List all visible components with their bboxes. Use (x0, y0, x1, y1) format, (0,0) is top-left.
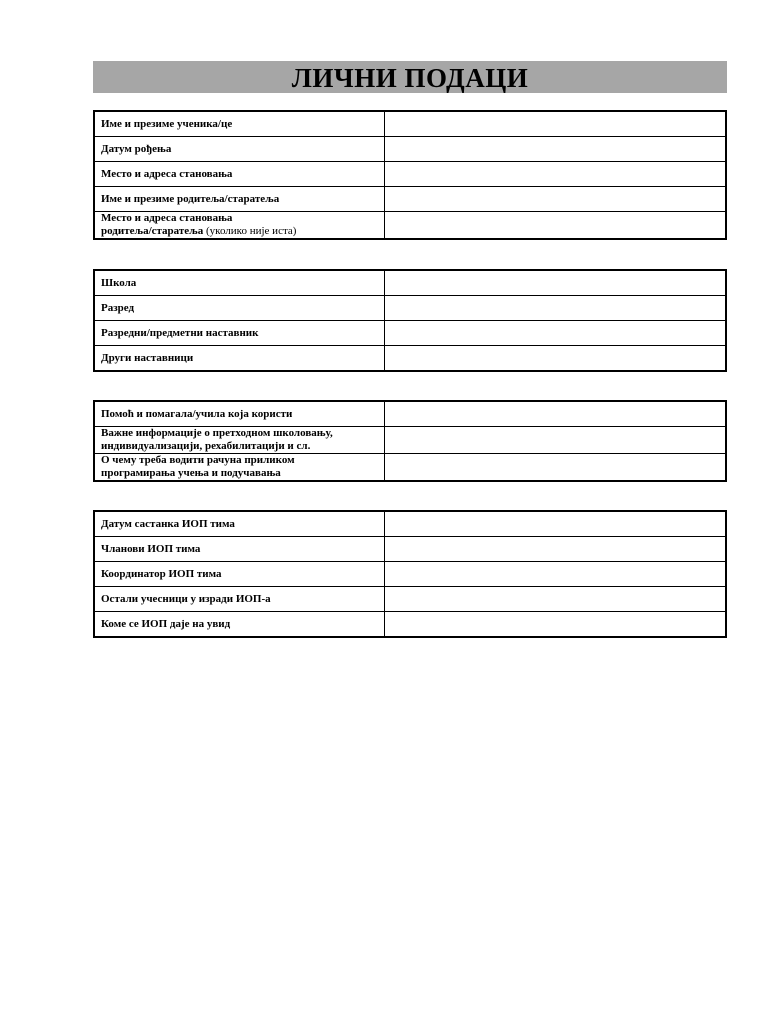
table-row (94, 296, 726, 321)
field-label-other-participants: Остали учесници у изради ИОП-а (94, 587, 385, 612)
table-row (94, 587, 726, 612)
field-other-teachers[interactable] (385, 346, 727, 372)
field-class-teacher[interactable] (385, 321, 727, 346)
table-row (94, 612, 726, 638)
label-line: Место и адреса становања (101, 212, 233, 224)
field-considerations[interactable] (385, 454, 727, 482)
field-label-school: Школа (94, 270, 385, 296)
label-line: родитеља/старатеља (101, 225, 204, 237)
iep-team-table (93, 510, 727, 638)
table-row (94, 162, 726, 187)
table-row (94, 111, 726, 137)
field-label-student-name: Име и презиме ученика/це (94, 111, 385, 137)
support-info-table (93, 400, 727, 482)
table-row (94, 562, 726, 587)
table-row (94, 401, 726, 427)
label-line: индивидуализацији, рехабилитацији и сл. (101, 440, 311, 452)
field-aids[interactable] (385, 401, 727, 427)
field-coordinator[interactable] (385, 562, 727, 587)
table-row (94, 270, 726, 296)
table-row (94, 187, 726, 212)
field-parent-name[interactable] (385, 187, 727, 212)
label-line: програмирања учења и подучавања (101, 467, 281, 479)
school-info-table (93, 269, 727, 372)
label-line: Важне информације о претходном школовању, (101, 427, 333, 439)
field-label-other-teachers: Други наставници (94, 346, 385, 372)
field-label-aids: Помоћ и помагала/учила која користи (94, 401, 385, 427)
field-label-coordinator: Координатор ИОП тима (94, 562, 385, 587)
field-student-name[interactable] (385, 111, 727, 137)
field-prior-schooling[interactable] (385, 427, 727, 454)
table-row (94, 346, 726, 372)
title-banner (93, 61, 727, 93)
table-row (94, 137, 726, 162)
field-meeting-date[interactable] (385, 511, 727, 537)
field-grade[interactable] (385, 296, 727, 321)
table-row (94, 511, 726, 537)
field-parent-address[interactable] (385, 212, 727, 240)
field-label-shared-with: Коме се ИОП даје на увид (94, 612, 385, 638)
field-shared-with[interactable] (385, 612, 727, 638)
page-title: ЛИЧНИ ПОДАЦИ (291, 62, 529, 93)
field-label-prior-schooling (94, 427, 385, 454)
field-school[interactable] (385, 270, 727, 296)
label-line: О чему треба водити рачуна приликом (101, 454, 295, 466)
field-other-participants[interactable] (385, 587, 727, 612)
field-label-parent-address (94, 212, 385, 240)
field-label-address: Место и адреса становања (94, 162, 385, 187)
table-row (94, 537, 726, 562)
field-team-members[interactable] (385, 537, 727, 562)
field-birth-date[interactable] (385, 137, 727, 162)
field-label-meeting-date: Датум састанка ИОП тима (94, 511, 385, 537)
label-note: (уколико није иста) (203, 225, 297, 237)
table-row (94, 427, 726, 454)
table-row (94, 212, 726, 240)
field-label-considerations (94, 454, 385, 482)
field-label-team-members: Чланови ИОП тима (94, 537, 385, 562)
field-label-birth-date: Датум рођења (94, 137, 385, 162)
personal-info-table (93, 110, 727, 240)
field-label-parent-name: Име и презиме родитеља/старатеља (94, 187, 385, 212)
table-row (94, 321, 726, 346)
field-label-grade: Разред (94, 296, 385, 321)
table-row (94, 454, 726, 482)
field-label-class-teacher: Разредни/предметни наставник (94, 321, 385, 346)
field-address[interactable] (385, 162, 727, 187)
